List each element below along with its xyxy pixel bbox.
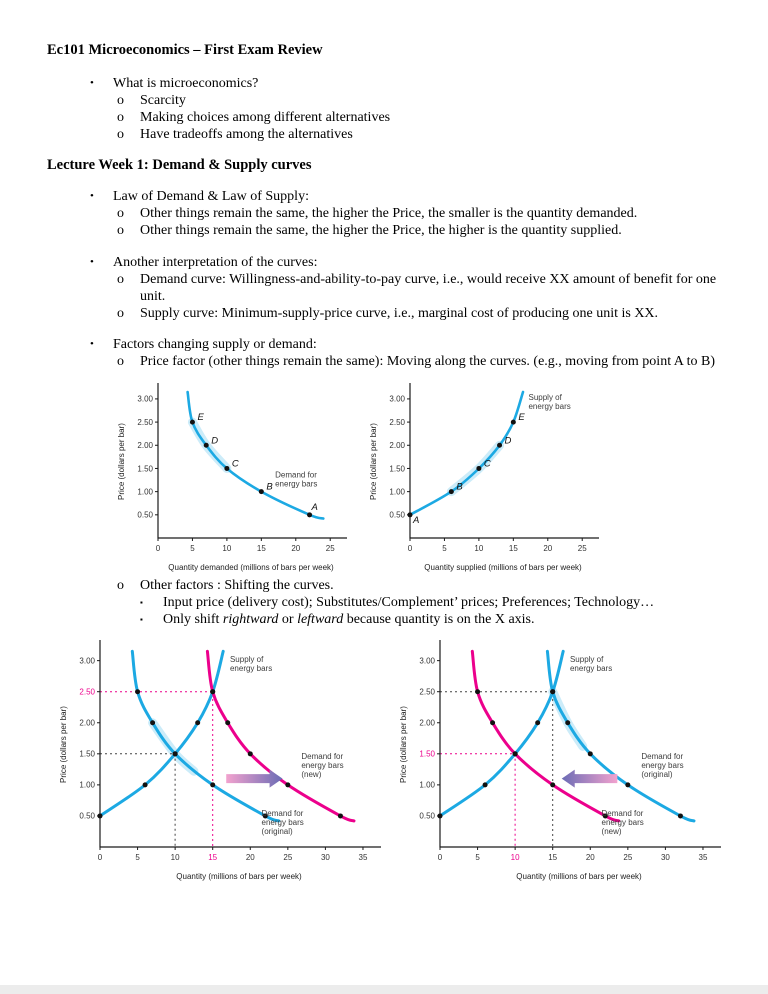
svg-text:D: D (211, 435, 219, 447)
svg-text:2.50: 2.50 (419, 687, 435, 697)
demand-curve-chart (113, 375, 353, 575)
svg-text:3.00: 3.00 (137, 394, 153, 404)
svg-text:(original): (original) (261, 827, 293, 837)
svg-text:5: 5 (442, 544, 447, 554)
list-item-other-factors (47, 577, 730, 594)
list-text: Input price (delivery cost); Substitutes/Complement’ prices; Preferences; Technology… (163, 595, 655, 611)
list-text: Factors changing supply or demand: (113, 336, 317, 352)
svg-text:energy bars: energy bars (528, 401, 571, 411)
svg-text:3.00: 3.00 (389, 394, 405, 404)
list-item-interpretation (47, 254, 730, 271)
svg-text:0: 0 (97, 853, 103, 863)
svg-text:20: 20 (585, 853, 595, 863)
document-title: Ec101 Microeconomics – First Exam Review (47, 42, 323, 58)
svg-text:energy bars: energy bars (275, 479, 318, 489)
svg-text:Price (dollars per bar): Price (dollars per bar) (369, 423, 378, 500)
list-text (163, 611, 535, 628)
svg-text:15: 15 (256, 544, 266, 554)
text-italic-leftward: leftward (297, 612, 344, 628)
page-bottom-edge (0, 985, 768, 994)
svg-text:0: 0 (155, 544, 161, 554)
text-segment: or (278, 612, 298, 628)
svg-text:10: 10 (510, 853, 520, 863)
svg-text:D: D (504, 435, 512, 447)
svg-text:B: B (266, 481, 273, 493)
svg-text:1.50: 1.50 (419, 749, 435, 759)
svg-text:(original): (original) (641, 770, 673, 780)
svg-text:30: 30 (320, 853, 330, 863)
text-segment: Only shift (163, 612, 223, 628)
bullet-marker: ▪ (140, 615, 143, 625)
bullet-marker: o (117, 206, 124, 222)
list-item-demand-curve (47, 271, 730, 305)
list-text: Price factor (other things remain the same): Moving along the curves. (e.g., moving from point A to B) (140, 353, 716, 369)
svg-text:2.50: 2.50 (137, 417, 153, 427)
svg-text:25: 25 (577, 544, 587, 554)
svg-text:Supply of: Supply of (229, 655, 264, 665)
list-item-price-factor (47, 353, 730, 370)
list-item-factors (47, 336, 730, 353)
svg-text:energy bars: energy bars (261, 818, 304, 828)
bullet-marker: ▪ (140, 598, 143, 608)
list-text: Other things remain the same, the higher the Price, the higher is the quantity supplied. (140, 223, 622, 239)
svg-text:25: 25 (283, 853, 293, 863)
svg-text:Demand for: Demand for (641, 752, 684, 762)
svg-text:15: 15 (508, 544, 518, 554)
svg-text:Supply of: Supply of (569, 655, 604, 665)
list-item-intro (47, 75, 730, 92)
svg-text:2.50: 2.50 (79, 687, 95, 697)
list-item-scarcity (47, 92, 730, 109)
svg-text:Demand for: Demand for (301, 752, 344, 762)
bullet-marker: o (117, 305, 124, 321)
svg-text:Demand for: Demand for (275, 470, 317, 480)
bullet-marker: o (117, 127, 124, 143)
list-item-shift-direction (47, 611, 730, 628)
list-item-tradeoffs (47, 126, 730, 143)
demand-increase-chart (55, 632, 387, 884)
svg-text:20: 20 (291, 544, 301, 554)
svg-text:A: A (311, 501, 318, 513)
svg-text:0.50: 0.50 (137, 510, 153, 520)
svg-text:Quantity (millions of bars per: Quantity (millions of bars per week) (516, 872, 642, 882)
svg-text:0: 0 (437, 853, 443, 863)
svg-text:0.50: 0.50 (419, 811, 435, 821)
charts-shifting (55, 632, 730, 884)
list-item-choices (47, 109, 730, 126)
demand-decrease-chart (395, 632, 727, 884)
svg-text:10: 10 (170, 853, 180, 863)
svg-text:10: 10 (474, 544, 484, 554)
svg-text:20: 20 (543, 544, 553, 554)
svg-text:0.50: 0.50 (389, 510, 405, 520)
svg-text:5: 5 (190, 544, 195, 554)
svg-text:1.00: 1.00 (137, 487, 153, 497)
svg-text:1.00: 1.00 (79, 780, 95, 790)
svg-text:35: 35 (358, 853, 368, 863)
svg-text:3.00: 3.00 (79, 656, 95, 666)
svg-text:Quantity demanded (millions of: Quantity demanded (millions of bars per week) (168, 563, 334, 573)
svg-text:35: 35 (698, 853, 708, 863)
svg-text:energy bars: energy bars (301, 761, 344, 771)
svg-text:15: 15 (208, 853, 218, 863)
svg-text:(new): (new) (301, 770, 322, 780)
svg-text:E: E (518, 412, 525, 424)
svg-text:Quantity supplied (millions of: Quantity supplied (millions of bars per week) (424, 563, 582, 573)
bullet-marker: o (117, 578, 124, 594)
list-text: What is microeconomics? (113, 76, 259, 91)
svg-text:15: 15 (548, 853, 558, 863)
list-item-supply-curve (47, 305, 730, 322)
svg-text:B: B (456, 481, 463, 493)
svg-text:Quantity (millions of bars per: Quantity (millions of bars per week) (176, 872, 302, 882)
list-text: Another interpretation of the curves: (113, 254, 318, 270)
svg-text:energy bars: energy bars (601, 818, 644, 828)
svg-text:Price (dollars per bar): Price (dollars per bar) (59, 706, 68, 784)
svg-text:Demand for: Demand for (601, 809, 644, 819)
svg-text:A: A (413, 514, 420, 526)
svg-text:2.00: 2.00 (419, 718, 435, 728)
svg-text:5: 5 (135, 853, 140, 863)
bullet-marker: o (117, 93, 124, 109)
svg-text:2.00: 2.00 (137, 441, 153, 451)
svg-text:Price (dollars per bar): Price (dollars per bar) (117, 423, 126, 500)
list-text: Scarcity (140, 93, 186, 109)
list-text: Other factors : Shifting the curves. (140, 578, 334, 594)
bullet-marker: o (117, 353, 124, 369)
svg-text:1.50: 1.50 (389, 464, 405, 474)
list-item-input-price (47, 594, 730, 611)
svg-text:10: 10 (222, 544, 232, 554)
svg-text:0: 0 (407, 544, 413, 554)
charts-moving-along (113, 375, 730, 575)
list-text: Have tradeoffs among the alternatives (140, 127, 353, 143)
text-italic-rightward: rightward (222, 612, 279, 628)
list-item-law (47, 188, 730, 205)
list-item-law-supply (47, 222, 730, 239)
bullet-marker: • (90, 77, 94, 89)
svg-text:E: E (197, 412, 204, 424)
svg-text:C: C (483, 458, 491, 470)
svg-text:(new): (new) (601, 827, 622, 837)
bullet-marker: • (90, 190, 94, 203)
list-text: Supply curve: Minimum-supply-price curve, i.e., marginal cost of producing one unit is XX. (140, 305, 659, 321)
svg-text:1.00: 1.00 (419, 780, 435, 790)
svg-text:energy bars: energy bars (229, 664, 273, 674)
svg-text:C: C (231, 458, 239, 470)
svg-text:energy bars: energy bars (641, 761, 684, 771)
list-text: Making choices among different alternatives (140, 110, 391, 126)
svg-text:20: 20 (245, 853, 255, 863)
text-segment: because quantity is on the X axis. (343, 612, 535, 628)
bullet-marker: o (117, 223, 124, 239)
bullet-marker: o (117, 271, 124, 287)
bullet-marker: • (90, 255, 94, 268)
svg-text:30: 30 (660, 853, 670, 863)
svg-text:25: 25 (623, 853, 633, 863)
svg-text:2.00: 2.00 (389, 441, 405, 451)
list-text: Demand curve: Willingness-and-ability-to-pay curve, i.e., would receive XX amount of benefit for one unit. (140, 271, 717, 304)
list-text: Law of Demand & Law of Supply: (113, 189, 309, 205)
bullet-marker: • (90, 337, 94, 350)
svg-text:2.50: 2.50 (389, 417, 405, 427)
svg-text:Demand for: Demand for (261, 809, 304, 819)
section-heading-week1: Lecture Week 1: Demand & Supply curves (47, 157, 312, 174)
supply-curve-chart (365, 375, 605, 575)
svg-text:1.50: 1.50 (79, 749, 95, 759)
svg-text:1.50: 1.50 (137, 464, 153, 474)
svg-text:1.00: 1.00 (389, 487, 405, 497)
svg-text:3.00: 3.00 (419, 656, 435, 666)
svg-text:0.50: 0.50 (79, 811, 95, 821)
bullet-marker: o (117, 110, 124, 126)
svg-text:2.00: 2.00 (79, 718, 95, 728)
svg-text:25: 25 (325, 544, 335, 554)
svg-text:Supply of: Supply of (528, 392, 562, 402)
svg-text:energy bars: energy bars (569, 664, 613, 674)
svg-text:Price (dollars per bar): Price (dollars per bar) (399, 706, 408, 784)
list-text: Other things remain the same, the higher the Price, the smaller is the quantity demanded. (140, 206, 638, 222)
svg-text:5: 5 (475, 853, 480, 863)
list-item-law-demand (47, 205, 730, 222)
